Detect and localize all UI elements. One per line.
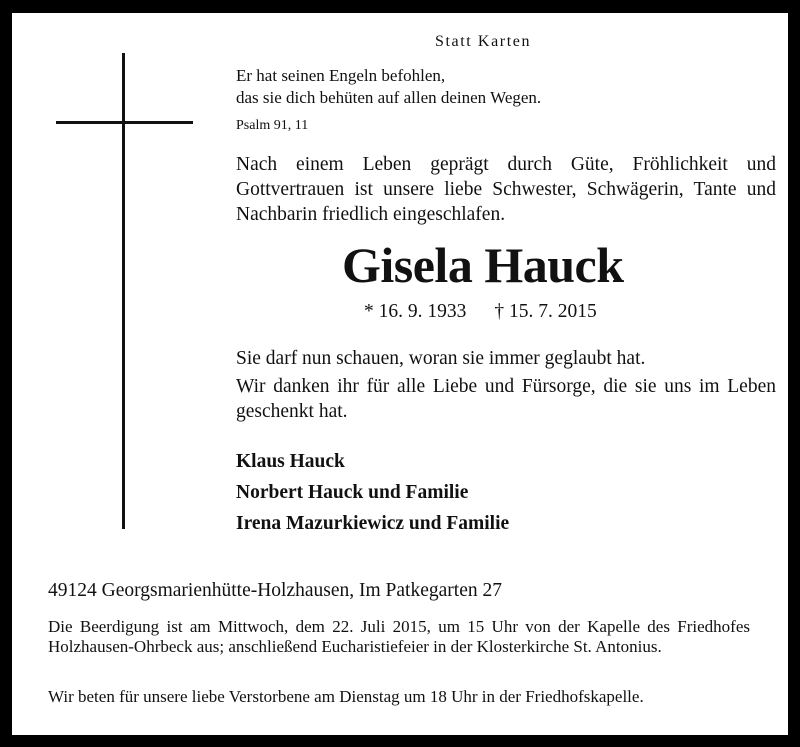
message-line-1: Sie darf nun schauen, woran sie immer geglaubt hat. [236, 348, 646, 369]
verse-line-1: Er hat seinen Engeln befohlen, [236, 66, 446, 85]
deceased-name: Gisela Hauck [342, 237, 624, 293]
family-member: Norbert Hauck und Familie [236, 482, 469, 503]
obituary-notice [12, 13, 788, 735]
family-list [236, 446, 509, 539]
family-member: Klaus Hauck [236, 451, 345, 472]
cross-vertical-bar [122, 53, 125, 529]
verse-reference: Psalm 91, 11 [236, 118, 309, 133]
header-text: Statt Karten [435, 33, 532, 50]
cross-horizontal-bar [56, 121, 193, 124]
death-date: † 15. 7. 2015 [494, 301, 597, 322]
message-line-2: Wir danken ihr für alle Liebe und Fürsorge, die sie uns im Leben geschenkt hat. [236, 376, 776, 422]
address: 49124 Georgsmarienhütte-Holzhausen, Im Patkegarten 27 [48, 580, 502, 601]
prayer-note: Wir beten für unsere liebe Verstorbene am Dienstag um 18 Uhr in der Friedhofskapelle. [48, 687, 644, 706]
funeral-note: Die Beerdigung ist am Mittwoch, dem 22. Juli 2015, um 15 Uhr von der Kapelle des Friedhofes Holzhausen-Ohrbeck aus; anschließend Eucharistiefeier in der Klosterkirche St. Antonius. [48, 617, 750, 656]
verse-line-2: das sie dich behüten auf allen deinen Wegen. [236, 88, 542, 107]
birth-date: * 16. 9. 1933 [364, 301, 467, 322]
life-dates [364, 301, 597, 323]
intro-text: Nach einem Leben geprägt durch Güte, Fröhlichkeit und Gottvertrauen ist unsere liebe Schwester, Schwägerin, Tante und Nachbarin friedlich eingeschlafen. [236, 154, 776, 225]
family-member: Irena Mazurkiewicz und Familie [236, 513, 510, 534]
bible-verse [236, 65, 541, 109]
